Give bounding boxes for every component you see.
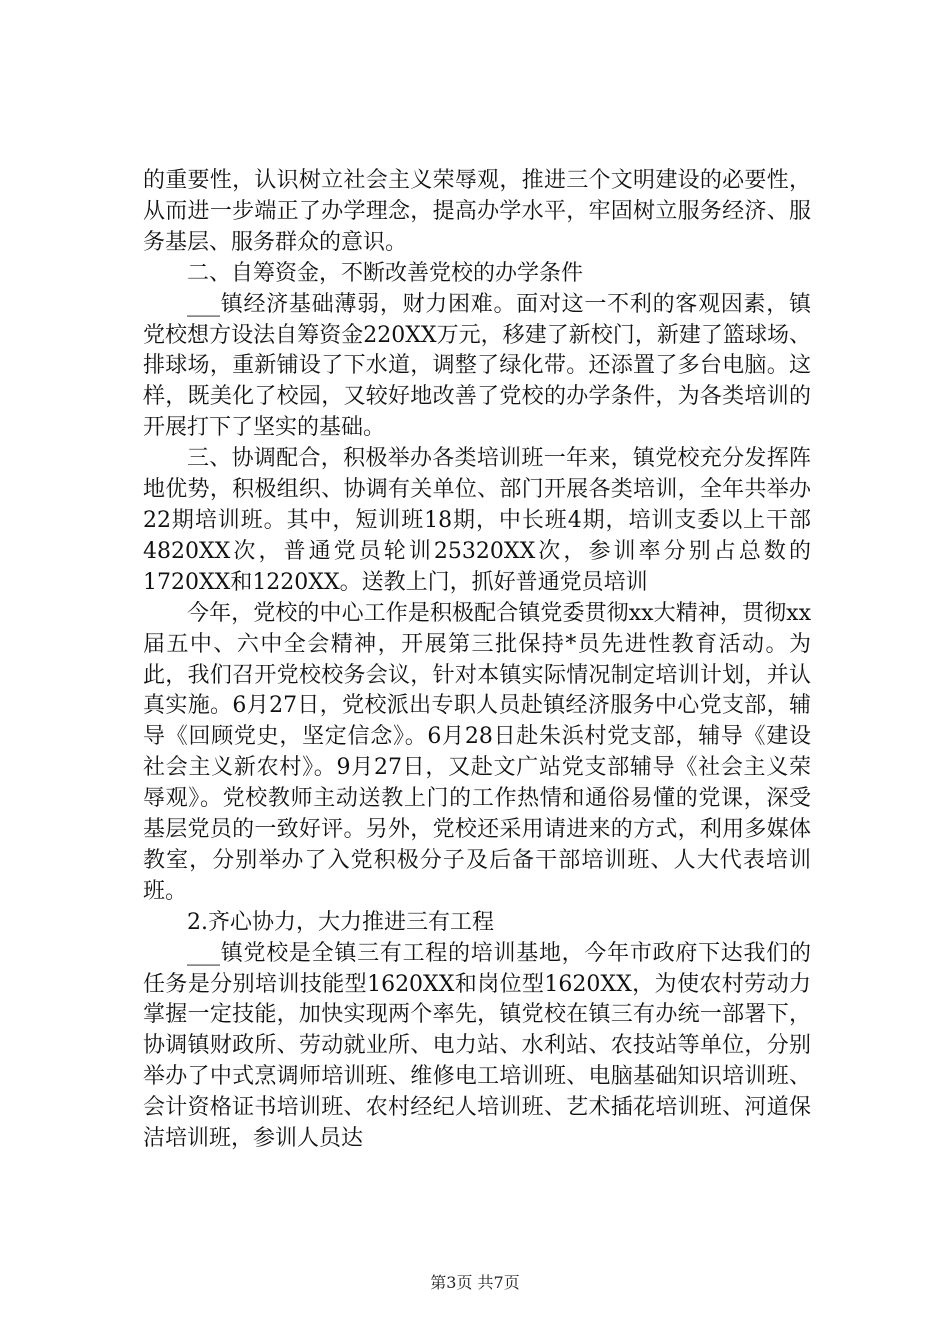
paragraph-central-work: 今年，党校的中心工作是积极配合镇党委贯彻xx大精神，贯彻xx届五中、六中全会精神，开展第三批保持*员先进性教育活动。为此，我们召开党校校务会议，针对本镇实际情况制定培训计划，并认真实施。6月27日，党校派出专职人员赴镇经济服务中心党支部，辅导《回顾党史，坚定信念》。6月28日赴朱浜村党支部，辅导《建设社会主义新农村》。9月27日，又赴文广站党支部辅导《社会主义荣辱观》。党校教师主动送教上门的工作热情和通俗易懂的党课，深受基层党员的一致好评。另外，党校还采用请进来的方式，利用多媒体教室，分别举办了入党积极分子及后备干部培训班、人大代表培训班。	[143, 600, 811, 904]
page-footer: 第3页 共7页	[430, 1273, 520, 1292]
section-heading-2: 二、自筹资金，不断改善党校的办学条件	[187, 260, 584, 286]
document-body	[143, 166, 811, 1155]
paragraph-sanyou-project: ___镇党校是全镇三有工程的培训基地，今年市政府下达我们的任务是分别培训技能型1620XX和岗位型1620XX，为使农村劳动力掌握一定技能，加快实现两个率先，镇党校在镇三有办统一部署下，协调镇财政所、劳动就业所、电力站、水利站、农技站等单位，分别举办了中式烹调师培训班、维修电工培训班、电脑基础知识培训班、会计资格证书培训班、农村经纪人培训班、艺术插花培训班、河道保洁培训班，参训人员达	[143, 940, 811, 1152]
section-heading-sanyou: 2.齐心协力，大力推进三有工程	[187, 909, 494, 935]
paragraph-training-classes: 三、协调配合，积极举办各类培训班一年来，镇党校充分发挥阵地优势，积极组织、协调有关单位、部门开展各类培训，全年共举办22期培训班。其中，短训班18期，中长班4期，培训支委以上干部4820XX次，普通党员轮训25320XX次，参训率分别占总数的1720XX和1220XX。送教上门，抓好普通党员培训	[143, 446, 811, 595]
paragraph-continuation: 的重要性，认识树立社会主义荣辱观，推进三个文明建设的必要性，从而进一步端正了办学理念，提高办学水平，牢固树立服务经济、服务基层、服务群众的意识。	[143, 168, 811, 255]
paragraph-funding: ___镇经济基础薄弱，财力困难。面对这一不利的客观因素，镇党校想方设法自筹资金220XX万元，移建了新校门，新建了篮球场、排球场，重新铺设了下水道，调整了绿化带。还添置了多台电脑。这样，既美化了校园，又较好地改善了党校的办学条件，为各类培训的开展打下了坚实的基础。	[143, 291, 811, 441]
